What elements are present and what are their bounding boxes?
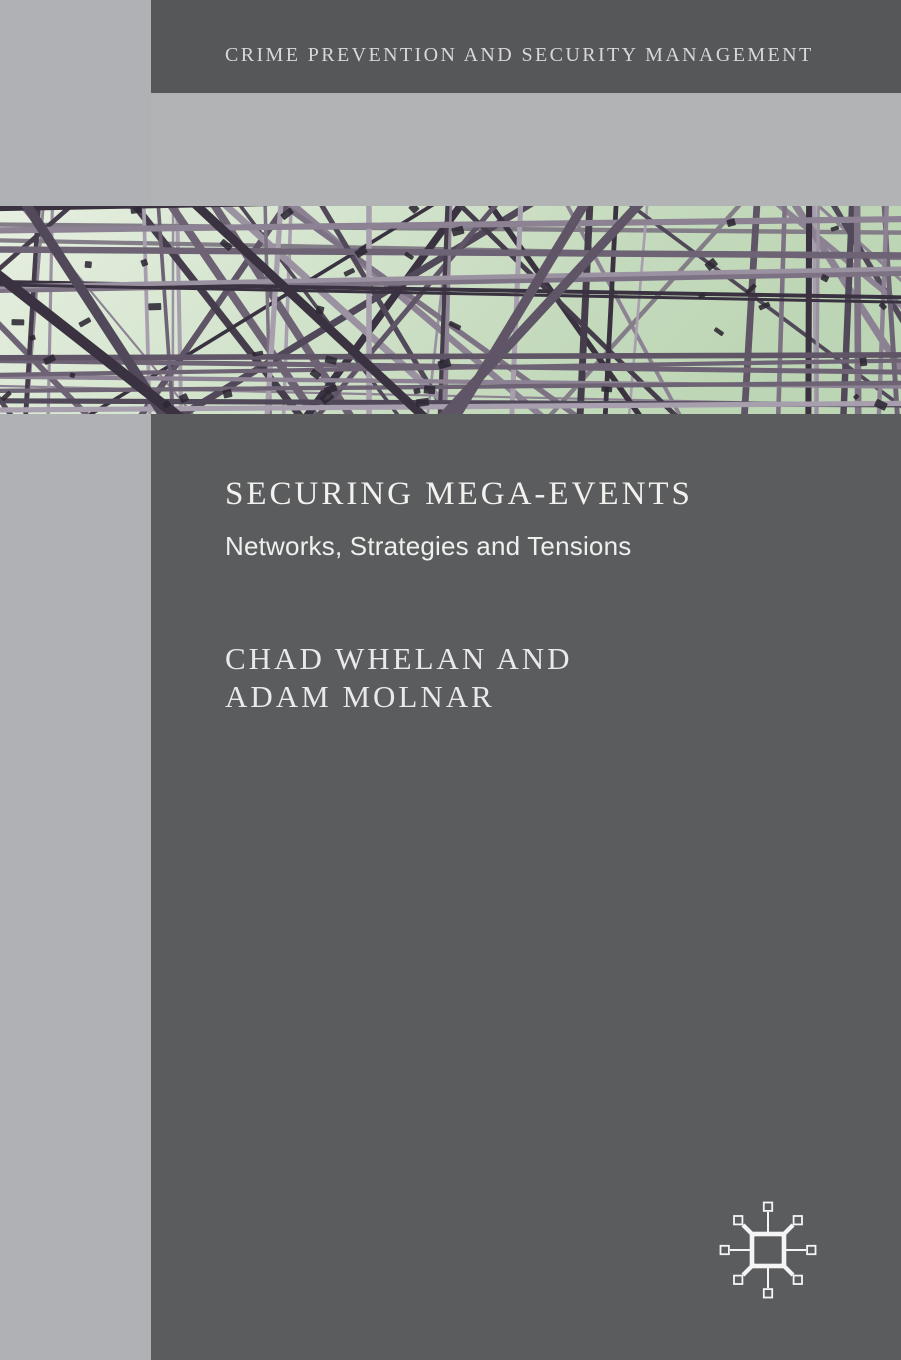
author-line-2: ADAM MOLNAR [225,679,495,714]
scaffolding-photo [0,206,901,414]
book-authors [225,640,573,716]
book-subtitle: Networks, Strategies and Tensions [225,531,632,561]
series-banner [151,0,901,93]
scaffolding-image [0,206,901,414]
series-title: CRIME PREVENTION AND SECURITY MANAGEMENT [225,43,814,66]
cover-body [151,414,901,1360]
author-line-1: CHAD WHELAN AND [225,641,573,676]
publisher-logo-icon [715,1197,821,1303]
book-title: SECURING MEGA-EVENTS [225,476,693,512]
cover-left-column [0,0,151,1360]
